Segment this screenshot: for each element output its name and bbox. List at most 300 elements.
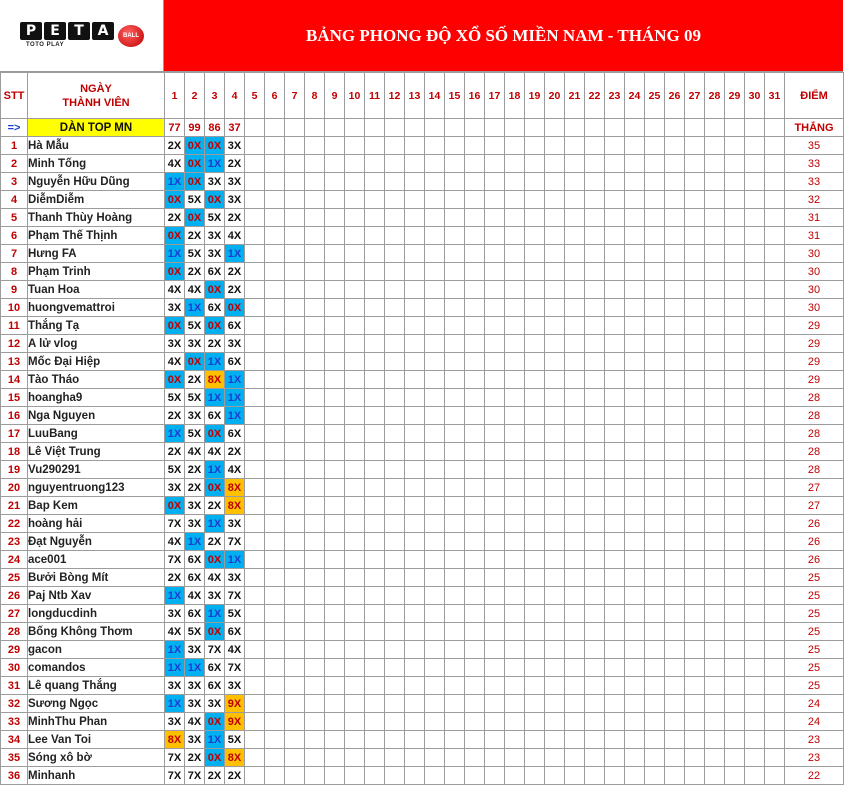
empty-cell xyxy=(545,749,565,767)
empty-cell xyxy=(565,281,585,299)
row-number: 28 xyxy=(1,623,28,641)
empty-cell xyxy=(485,497,505,515)
empty-cell xyxy=(585,605,605,623)
member-name: Thanh Thùy Hoàng xyxy=(28,209,165,227)
result-cell: 3X xyxy=(205,587,225,605)
empty-cell xyxy=(385,425,405,443)
empty-cell xyxy=(365,353,385,371)
empty-cell xyxy=(265,731,285,749)
empty-cell xyxy=(405,479,425,497)
result-cell: 3X xyxy=(185,407,205,425)
empty-cell xyxy=(325,497,345,515)
empty-cell xyxy=(485,641,505,659)
empty-cell xyxy=(685,659,705,677)
empty-cell xyxy=(505,173,525,191)
result-cell: 2X xyxy=(205,335,225,353)
empty-cell xyxy=(425,497,445,515)
empty-cell xyxy=(625,623,645,641)
empty-cell xyxy=(685,425,705,443)
day-header-5: 5 xyxy=(245,73,265,119)
empty-cell xyxy=(685,119,705,137)
empty-cell xyxy=(585,749,605,767)
empty-cell xyxy=(625,677,645,695)
empty-cell xyxy=(485,587,505,605)
row-number: 16 xyxy=(1,407,28,425)
empty-cell xyxy=(625,389,645,407)
empty-cell xyxy=(545,137,565,155)
empty-cell xyxy=(725,227,745,245)
result-cell: 3X xyxy=(185,497,205,515)
empty-cell xyxy=(245,119,265,137)
empty-cell xyxy=(505,317,525,335)
empty-cell xyxy=(465,443,485,461)
day-header-22: 22 xyxy=(585,73,605,119)
empty-cell xyxy=(625,245,645,263)
empty-cell xyxy=(505,749,525,767)
result-cell: 3X xyxy=(185,695,205,713)
empty-cell xyxy=(485,551,505,569)
logo-area xyxy=(0,0,164,72)
day-header-19: 19 xyxy=(525,73,545,119)
empty-cell xyxy=(525,515,545,533)
results-table xyxy=(0,72,844,785)
empty-cell xyxy=(525,587,545,605)
empty-cell xyxy=(525,479,545,497)
empty-cell xyxy=(325,389,345,407)
member-points: 30 xyxy=(785,299,844,317)
empty-cell xyxy=(645,767,665,785)
empty-cell xyxy=(585,641,605,659)
empty-cell xyxy=(705,713,725,731)
result-cell: 5X xyxy=(185,425,205,443)
day-header-16: 16 xyxy=(465,73,485,119)
empty-cell xyxy=(665,335,685,353)
empty-cell xyxy=(345,173,365,191)
empty-cell xyxy=(365,407,385,425)
empty-cell xyxy=(745,281,765,299)
result-cell: 4X xyxy=(225,641,245,659)
empty-cell xyxy=(565,353,585,371)
empty-cell xyxy=(545,479,565,497)
table-row xyxy=(1,155,844,173)
result-cell: 4X xyxy=(205,569,225,587)
empty-cell xyxy=(465,425,485,443)
empty-cell xyxy=(345,713,365,731)
row-number: 35 xyxy=(1,749,28,767)
empty-cell xyxy=(525,317,545,335)
empty-cell xyxy=(325,137,345,155)
empty-cell xyxy=(425,749,445,767)
empty-cell xyxy=(765,425,785,443)
empty-cell xyxy=(705,137,725,155)
empty-cell xyxy=(285,227,305,245)
member-header-line1: NGÀY xyxy=(80,82,112,95)
table-row xyxy=(1,497,844,515)
row-number: 4 xyxy=(1,191,28,209)
empty-cell xyxy=(765,677,785,695)
empty-cell xyxy=(285,389,305,407)
empty-cell xyxy=(585,263,605,281)
result-cell: 4X xyxy=(165,623,185,641)
empty-cell xyxy=(465,173,485,191)
empty-cell xyxy=(745,209,765,227)
empty-cell xyxy=(685,479,705,497)
empty-cell xyxy=(645,425,665,443)
empty-cell xyxy=(445,245,465,263)
empty-cell xyxy=(445,515,465,533)
empty-cell xyxy=(725,137,745,155)
row-number: 6 xyxy=(1,227,28,245)
empty-cell xyxy=(385,551,405,569)
empty-cell xyxy=(565,461,585,479)
empty-cell xyxy=(545,173,565,191)
empty-cell xyxy=(365,227,385,245)
empty-cell xyxy=(365,317,385,335)
result-cell: 0X xyxy=(165,317,185,335)
empty-cell xyxy=(545,281,565,299)
row-number: 33 xyxy=(1,713,28,731)
member-name: Sóng xô bờ xyxy=(28,749,165,767)
empty-cell xyxy=(305,695,325,713)
empty-cell xyxy=(605,209,625,227)
empty-cell xyxy=(485,659,505,677)
empty-cell xyxy=(745,155,765,173)
empty-cell xyxy=(565,425,585,443)
member-points: 25 xyxy=(785,641,844,659)
empty-cell xyxy=(585,245,605,263)
empty-cell xyxy=(365,731,385,749)
empty-cell xyxy=(665,695,685,713)
empty-cell xyxy=(765,173,785,191)
empty-cell xyxy=(485,173,505,191)
empty-cell xyxy=(725,245,745,263)
result-cell: 6X xyxy=(205,677,225,695)
empty-cell xyxy=(645,587,665,605)
table-row xyxy=(1,137,844,155)
row-number: 18 xyxy=(1,443,28,461)
empty-cell xyxy=(625,551,645,569)
empty-cell xyxy=(485,461,505,479)
empty-cell xyxy=(725,335,745,353)
empty-cell xyxy=(685,281,705,299)
empty-cell xyxy=(265,749,285,767)
empty-cell xyxy=(245,533,265,551)
empty-cell xyxy=(545,371,565,389)
member-name: Hưng FA xyxy=(28,245,165,263)
empty-cell xyxy=(665,317,685,335)
empty-cell xyxy=(345,443,365,461)
empty-cell xyxy=(385,497,405,515)
empty-cell xyxy=(765,389,785,407)
result-cell: 3X xyxy=(225,515,245,533)
empty-cell xyxy=(565,605,585,623)
empty-cell xyxy=(645,443,665,461)
empty-cell xyxy=(365,551,385,569)
result-cell: 5X xyxy=(225,605,245,623)
empty-cell xyxy=(305,551,325,569)
result-cell: 3X xyxy=(165,713,185,731)
empty-cell xyxy=(345,281,365,299)
empty-cell xyxy=(425,587,445,605)
table-row xyxy=(1,515,844,533)
empty-cell xyxy=(425,425,445,443)
empty-cell xyxy=(465,263,485,281)
empty-cell xyxy=(565,551,585,569)
empty-cell xyxy=(605,587,625,605)
result-cell: 5X xyxy=(205,209,225,227)
empty-cell xyxy=(485,425,505,443)
day-header-30: 30 xyxy=(745,73,765,119)
empty-cell xyxy=(445,749,465,767)
empty-cell xyxy=(245,731,265,749)
empty-cell xyxy=(365,263,385,281)
result-cell: 3X xyxy=(205,245,225,263)
empty-cell xyxy=(725,749,745,767)
empty-cell xyxy=(605,353,625,371)
empty-cell xyxy=(385,587,405,605)
member-points: 23 xyxy=(785,749,844,767)
empty-cell xyxy=(725,731,745,749)
empty-cell xyxy=(405,425,425,443)
empty-cell xyxy=(285,209,305,227)
empty-cell xyxy=(305,515,325,533)
empty-cell xyxy=(685,677,705,695)
empty-cell xyxy=(245,569,265,587)
empty-cell xyxy=(345,659,365,677)
empty-cell xyxy=(625,263,645,281)
empty-cell xyxy=(405,119,425,137)
empty-cell xyxy=(325,515,345,533)
empty-cell xyxy=(545,335,565,353)
empty-cell xyxy=(345,515,365,533)
empty-cell xyxy=(285,677,305,695)
empty-cell xyxy=(425,227,445,245)
empty-cell xyxy=(365,155,385,173)
empty-cell xyxy=(485,227,505,245)
empty-cell xyxy=(505,713,525,731)
empty-cell xyxy=(365,119,385,137)
empty-cell xyxy=(525,227,545,245)
empty-cell xyxy=(325,371,345,389)
empty-cell xyxy=(385,335,405,353)
empty-cell xyxy=(645,677,665,695)
empty-cell xyxy=(545,461,565,479)
empty-cell xyxy=(685,731,705,749)
day-header-15: 15 xyxy=(445,73,465,119)
member-points: 28 xyxy=(785,443,844,461)
result-cell: 0X xyxy=(165,371,185,389)
empty-cell xyxy=(605,119,625,137)
empty-cell xyxy=(705,749,725,767)
empty-cell xyxy=(645,317,665,335)
stt-header: STT xyxy=(1,73,28,119)
empty-cell xyxy=(705,641,725,659)
empty-cell xyxy=(285,497,305,515)
result-cell: 1X xyxy=(165,641,185,659)
table-row xyxy=(1,317,844,335)
empty-cell xyxy=(245,461,265,479)
table-row xyxy=(1,299,844,317)
day-header-7: 7 xyxy=(285,73,305,119)
result-cell: 0X xyxy=(205,749,225,767)
empty-cell xyxy=(745,407,765,425)
empty-cell xyxy=(525,119,545,137)
empty-cell xyxy=(345,155,365,173)
empty-cell xyxy=(265,623,285,641)
empty-cell xyxy=(265,227,285,245)
empty-cell xyxy=(725,119,745,137)
empty-cell xyxy=(625,497,645,515)
empty-cell xyxy=(725,569,745,587)
empty-cell xyxy=(445,209,465,227)
empty-cell xyxy=(585,479,605,497)
empty-cell xyxy=(445,263,465,281)
empty-cell xyxy=(685,587,705,605)
empty-cell xyxy=(545,587,565,605)
empty-cell xyxy=(365,569,385,587)
empty-cell xyxy=(245,713,265,731)
result-cell: 0X xyxy=(205,623,225,641)
empty-cell xyxy=(445,191,465,209)
table-row xyxy=(1,245,844,263)
empty-cell xyxy=(545,551,565,569)
empty-cell xyxy=(505,587,525,605)
empty-cell xyxy=(485,371,505,389)
empty-cell xyxy=(525,407,545,425)
empty-cell xyxy=(245,407,265,425)
empty-cell xyxy=(485,119,505,137)
empty-cell xyxy=(585,281,605,299)
empty-cell xyxy=(505,695,525,713)
empty-cell xyxy=(625,587,645,605)
empty-cell xyxy=(525,209,545,227)
day-header-23: 23 xyxy=(605,73,625,119)
empty-cell xyxy=(465,479,485,497)
table-row xyxy=(1,533,844,551)
empty-cell xyxy=(465,353,485,371)
result-cell: 8X xyxy=(205,371,225,389)
empty-cell xyxy=(245,425,265,443)
empty-cell xyxy=(445,767,465,785)
empty-cell xyxy=(545,443,565,461)
empty-cell xyxy=(565,659,585,677)
result-cell: 6X xyxy=(185,569,205,587)
day-header-20: 20 xyxy=(545,73,565,119)
empty-cell xyxy=(705,317,725,335)
empty-cell xyxy=(385,713,405,731)
empty-cell xyxy=(585,407,605,425)
empty-cell xyxy=(505,677,525,695)
member-name: Lê quang Thắng xyxy=(28,677,165,695)
row-number: 29 xyxy=(1,641,28,659)
member-points: 29 xyxy=(785,371,844,389)
empty-cell xyxy=(725,587,745,605)
empty-cell xyxy=(285,371,305,389)
member-header-line2: THÀNH VIÊN xyxy=(62,96,130,109)
empty-cell xyxy=(285,551,305,569)
result-cell: 0X xyxy=(205,281,225,299)
result-cell: 0X xyxy=(165,263,185,281)
table-row xyxy=(1,479,844,497)
empty-cell xyxy=(725,317,745,335)
empty-cell xyxy=(705,461,725,479)
member-name: Mốc Đại Hiệp xyxy=(28,353,165,371)
table-row xyxy=(1,425,844,443)
empty-cell xyxy=(605,443,625,461)
empty-cell xyxy=(385,299,405,317)
empty-cell xyxy=(545,227,565,245)
empty-cell xyxy=(465,641,485,659)
empty-cell xyxy=(745,317,765,335)
empty-cell xyxy=(325,569,345,587)
empty-cell xyxy=(365,335,385,353)
result-cell: 1X xyxy=(205,605,225,623)
empty-cell xyxy=(285,173,305,191)
empty-cell xyxy=(365,389,385,407)
empty-cell xyxy=(645,641,665,659)
empty-cell xyxy=(745,137,765,155)
result-cell: 7X xyxy=(205,641,225,659)
empty-cell xyxy=(465,569,485,587)
empty-cell xyxy=(385,317,405,335)
empty-cell xyxy=(525,353,545,371)
empty-cell xyxy=(665,641,685,659)
day-header-10: 10 xyxy=(345,73,365,119)
empty-cell xyxy=(425,191,445,209)
row-number: 10 xyxy=(1,299,28,317)
empty-cell xyxy=(745,605,765,623)
result-cell: 7X xyxy=(165,515,185,533)
empty-cell xyxy=(425,533,445,551)
empty-cell xyxy=(285,281,305,299)
result-cell: 4X xyxy=(185,281,205,299)
empty-cell xyxy=(265,479,285,497)
row-number: 20 xyxy=(1,479,28,497)
table-row xyxy=(1,173,844,191)
empty-cell xyxy=(465,461,485,479)
result-cell: 4X xyxy=(165,353,185,371)
empty-cell xyxy=(365,245,385,263)
result-cell: 0X xyxy=(205,191,225,209)
result-cell: 1X xyxy=(225,371,245,389)
empty-cell xyxy=(265,137,285,155)
empty-cell xyxy=(685,155,705,173)
row-number: 26 xyxy=(1,587,28,605)
empty-cell xyxy=(605,713,625,731)
empty-cell xyxy=(745,335,765,353)
member-name: Nguyễn Hữu Dũng xyxy=(28,173,165,191)
empty-cell xyxy=(585,623,605,641)
empty-cell xyxy=(465,731,485,749)
result-cell: 8X xyxy=(225,479,245,497)
empty-cell xyxy=(245,137,265,155)
empty-cell xyxy=(665,569,685,587)
result-cell: 2X xyxy=(185,263,205,281)
empty-cell xyxy=(585,155,605,173)
empty-cell xyxy=(705,515,725,533)
empty-cell xyxy=(605,425,625,443)
result-cell: 9X xyxy=(225,713,245,731)
empty-cell xyxy=(545,569,565,587)
empty-cell xyxy=(325,551,345,569)
empty-cell xyxy=(645,461,665,479)
empty-cell xyxy=(585,695,605,713)
row-number: 25 xyxy=(1,569,28,587)
empty-cell xyxy=(725,443,745,461)
empty-cell xyxy=(445,497,465,515)
empty-cell xyxy=(765,587,785,605)
empty-cell xyxy=(725,659,745,677)
